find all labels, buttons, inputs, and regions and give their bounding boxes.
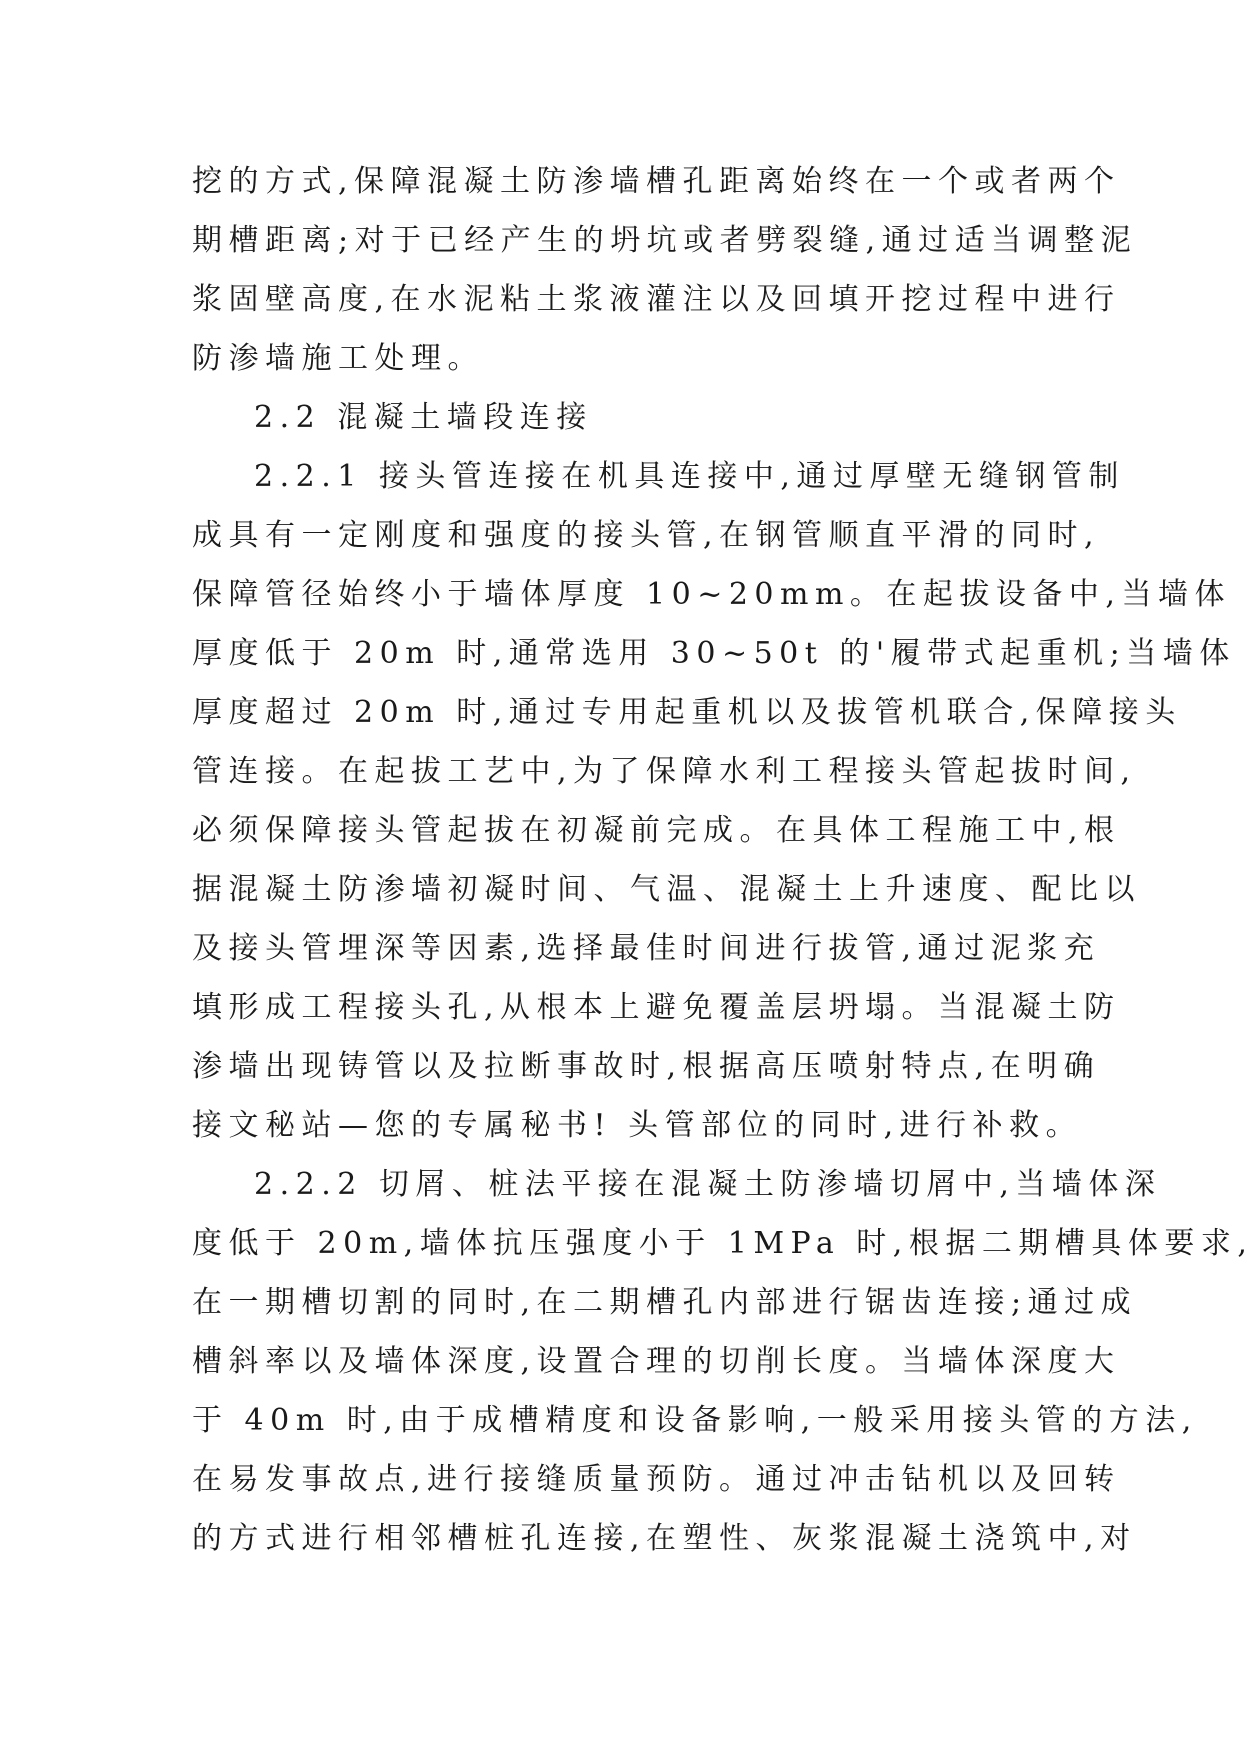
text-line: 槽斜率以及墙体深度,设置合理的切削长度。当墙体深度大 bbox=[192, 1344, 1121, 1379]
text-line: 期槽距离;对于已经产生的坍坑或者劈裂缝,通过适当调整泥 bbox=[192, 223, 1138, 258]
text-line: 必须保障接头管起拔在初凝前完成。在具体工程施工中,根 bbox=[192, 813, 1121, 848]
text-line: 据混凝土防渗墙初凝时间、气温、混凝土上升速度、配比以 bbox=[192, 872, 1141, 907]
text-line: 及接头管埋深等因素,选择最佳时间进行拔管,通过泥浆充 bbox=[192, 931, 1101, 966]
text-line: 在一期槽切割的同时,在二期槽孔内部进行锯齿连接;通过成 bbox=[192, 1285, 1138, 1320]
text-line: 度低于 20m,墙体抗压强度小于 1MPa 时,根据二期槽具体要求, bbox=[192, 1226, 1253, 1261]
text-line: 填形成工程接头孔,从根本上避免覆盖层坍塌。当混凝土防 bbox=[192, 990, 1121, 1025]
paragraph-start: 2.2.2 切屑、桩法平接在混凝土防渗墙切屑中,当墙体深 bbox=[254, 1167, 1162, 1202]
text-line: 管连接。在起拔工艺中,为了保障水利工程接头管起拔时间, bbox=[192, 754, 1137, 789]
text-line: 接文秘站—您的专属秘书! 头管部位的同时,进行补救。 bbox=[192, 1108, 1083, 1143]
text-line: 渗墙出现铸管以及拉断事故时,根据高压喷射特点,在明确 bbox=[192, 1049, 1101, 1084]
body-text bbox=[192, 152, 1253, 1568]
text-line: 保障管径始终小于墙体厚度 10~20mm。在起拔设备中,当墙体 bbox=[192, 577, 1231, 612]
text-line: 在易发事故点,进行接缝质量预防。通过冲击钻机以及回转 bbox=[192, 1462, 1121, 1497]
text-line: 厚度超过 20m 时,通过专用起重机以及拔管机联合,保障接头 bbox=[192, 695, 1182, 730]
paragraph-start: 2.2.1 接头管连接在机具连接中,通过厚壁无缝钢管制 bbox=[254, 459, 1125, 494]
text-line: 的方式进行相邻槽桩孔连接,在塑性、灰浆混凝土浇筑中,对 bbox=[192, 1521, 1137, 1556]
text-line: 于 40m 时,由于成槽精度和设备影响,一般采用接头管的方法, bbox=[192, 1403, 1198, 1438]
text-line: 成具有一定刚度和强度的接头管,在钢管顺直平滑的同时, bbox=[192, 518, 1101, 553]
text-line: 厚度低于 20m 时,通常选用 30~50t 的'履带式起重机;当墙体 bbox=[192, 636, 1236, 671]
text-line: 浆固壁高度,在水泥粘土浆液灌注以及回填开挖过程中进行 bbox=[192, 282, 1121, 317]
text-line: 防渗墙施工处理。 bbox=[192, 341, 484, 376]
section-heading: 2.2 混凝土墙段连接 bbox=[254, 400, 593, 435]
text-line: 挖的方式,保障混凝土防渗墙槽孔距离始终在一个或者两个 bbox=[192, 164, 1121, 199]
